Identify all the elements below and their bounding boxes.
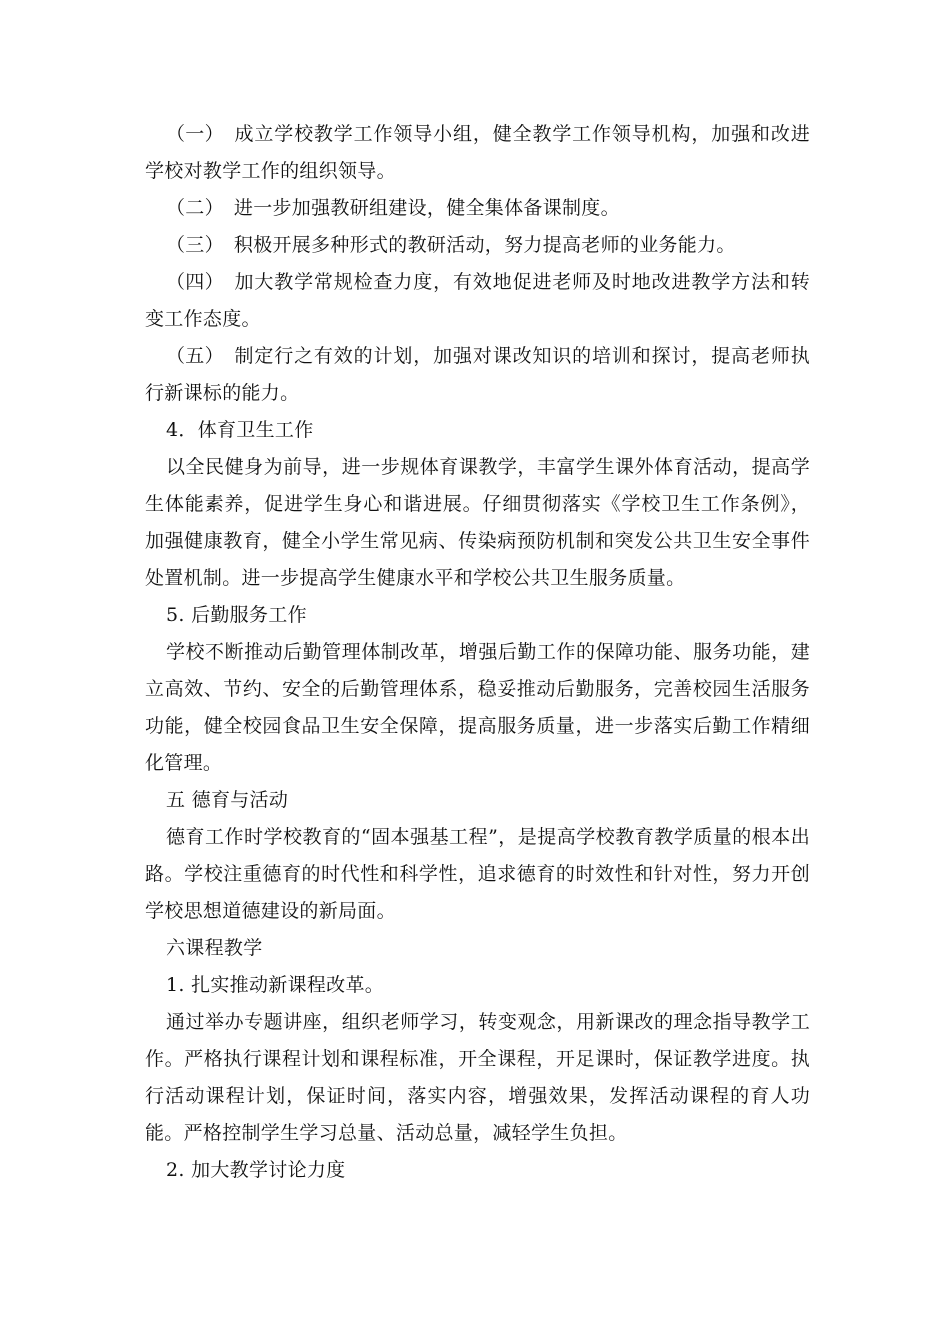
item-marker: （三）	[166, 234, 224, 256]
item-text: 加大教学常规检查力度，有效地促进老师及时地改进教学方法和转变工作态度。	[145, 271, 810, 330]
item-marker: （四）	[166, 271, 224, 293]
list-item	[145, 264, 810, 338]
list-item	[145, 116, 810, 190]
section-heading-sports-health: 4．体育卫生工作	[166, 419, 314, 441]
item-text: 成立学校教学工作领导小组，健全教学工作领导机构，加强和改进学校对教学工作的组织领导。	[145, 123, 810, 182]
section-body-logistics: 学校不断推动后勤管理体制改革，增强后勤工作的保障功能、服务功能，建立高效、节约、安全的后勤管理体系，稳妥推动后勤服务，完善校园生活服务功能，健全校园食品卫生安全保障，提高服务质量，进一步落实后勤工作精细化管理。	[145, 641, 810, 774]
section-heading-curriculum: 六课程教学	[166, 937, 263, 959]
item-marker: （二）	[166, 197, 224, 219]
subsection-heading-curriculum-reform: 1. 扎实推动新课程改革。	[166, 974, 385, 996]
section-body-moral-education: 德育工作时学校教育的“固本强基工程”，是提高学校教育教学质量的根本出路。学校注重德育的时代性和科学性，追求德育的时效性和针对性，努力开创学校思想道德建设的新局面。	[145, 826, 810, 922]
section-heading-logistics: 5. 后勤服务工作	[166, 604, 307, 626]
subsection-heading-teaching-discussion: 2. 加大教学讨论力度	[166, 1159, 346, 1181]
item-text: 进一步加强教研组建设，健全集体备课制度。	[233, 197, 620, 219]
item-marker: （一）	[166, 123, 224, 145]
item-marker: （五）	[166, 345, 224, 367]
item-text: 积极开展多种形式的教研活动，努力提高老师的业务能力。	[233, 234, 736, 256]
document-body	[145, 116, 810, 1189]
section-body-sports-health: 以全民健身为前导，进一步规体育课教学，丰富学生课外体育活动，提高学生体能素养，促进学生身心和谐进展。仔细贯彻落实《学校卫生工作条例》，加强健康教育，健全小学生常见病、传染病预防机制和突发公共卫生安全事件处置机制。进一步提高学生健康水平和学校公共卫生服务质量。	[145, 456, 810, 589]
list-item	[145, 227, 810, 264]
section-heading-moral-education: 五 德育与活动	[166, 789, 289, 811]
list-item	[145, 190, 810, 227]
list-item	[145, 338, 810, 412]
item-text: 制定行之有效的计划，加强对课改知识的培训和探讨，提高老师执行新课标的能力。	[145, 345, 810, 404]
subsection-body-curriculum-reform: 通过举办专题讲座，组织老师学习，转变观念，用新课改的理念指导教学工作。严格执行课程计划和课程标准，开全课程，开足课时，保证教学进度。执行活动课程计划，保证时间，落实内容，增强效果，发挥活动课程的育人功能。严格控制学生学习总量、活动总量，减轻学生负担。	[145, 1011, 810, 1144]
